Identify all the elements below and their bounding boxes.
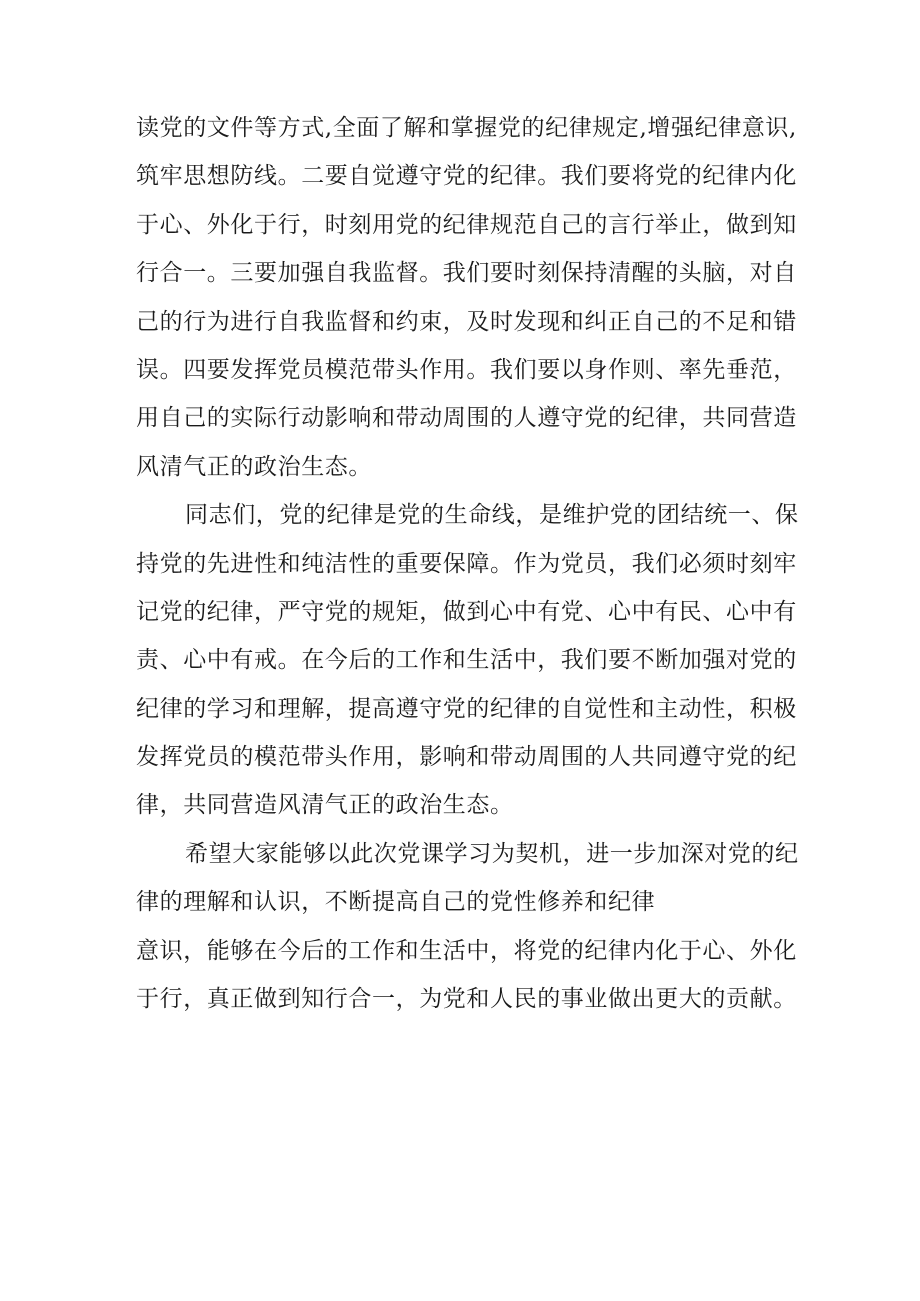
text-line: 己的行为进行自我监督和约束，及时发现和纠正自己的不足和错: [136, 308, 797, 335]
paragraph-first-line: 同志们，党的纪律是党的生命线，是维护党的团结统一、保: [185, 502, 799, 529]
paragraph-first-line: 希望大家能够以此次党课学习为契机，进一步加深对党的纪: [185, 840, 799, 867]
text-line: 记党的纪律，严守党的规矩，做到心中有党、心中有民、心中有: [136, 598, 797, 625]
text-line: 筑牢思想防线。二要自觉遵守党的纪律。我们要将党的纪律内化: [136, 163, 797, 190]
text-line: 意识，能够在今后的工作和生活中，将党的纪律内化于心、外化: [136, 937, 797, 964]
text-line: 律的理解和认识，不断提高自己的党性修养和纪律: [136, 889, 656, 916]
text-line: 用自己的实际行动影响和带动周围的人遵守党的纪律，共同营造: [136, 405, 797, 432]
text-line: 误。四要发挥党员模范带头作用。我们要以身作则、率先垂范，: [136, 356, 797, 383]
text-line: 律，共同营造风清气正的政治生态。: [136, 792, 514, 819]
document-body: [136, 104, 799, 1023]
text-line: 责、心中有戒。在今后的工作和生活中，我们要不断加强对党的: [136, 647, 797, 674]
text-line: 发挥党员的模范带头作用，影响和带动周围的人共同遵守党的纪: [136, 744, 797, 771]
text-line: 持党的先进性和纯洁性的重要保障。作为党员，我们必须时刻牢: [136, 550, 797, 577]
text-line: 于心、外化于行，时刻用党的纪律规范自己的言行举止，做到知: [136, 211, 797, 238]
text-line: 读党的文件等方式,全面了解和掌握党的纪律规定,增强纪律意识,: [136, 115, 797, 141]
text-line: 纪律的学习和理解，提高遵守党的纪律的自觉性和主动性，积极: [136, 695, 797, 722]
text-line: 于行，真正做到知行合一，为党和人民的事业做出更大的贡献。: [136, 986, 797, 1013]
text-line: 风清气正的政治生态。: [136, 453, 372, 480]
text-line: 行合一。三要加强自我监督。我们要时刻保持清醒的头脑，对自: [136, 260, 797, 287]
